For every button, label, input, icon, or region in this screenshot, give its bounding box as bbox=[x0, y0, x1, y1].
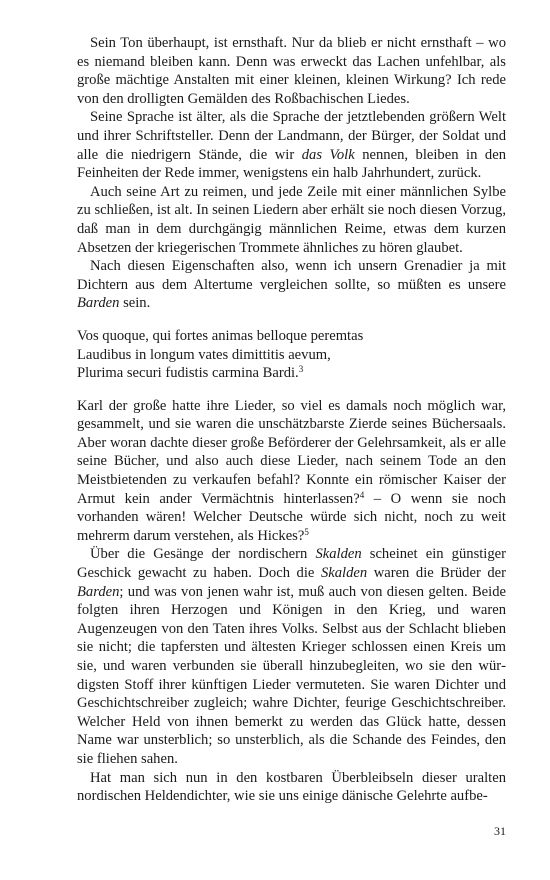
paragraph bbox=[77, 108, 506, 182]
body-text-before-verse bbox=[77, 34, 506, 313]
page-number: 31 bbox=[494, 824, 506, 838]
paragraph bbox=[77, 183, 506, 257]
paragraph bbox=[77, 397, 506, 546]
paragraph bbox=[77, 34, 506, 108]
italic-text: Skalden bbox=[320, 565, 368, 582]
verse-line bbox=[77, 364, 506, 383]
body-text-after-verse bbox=[77, 397, 506, 806]
text-run: Seine Sprache ist älter, als die Sprache der jetztlebenden größern Welt und ihrer Schriftsteller. Denn der Landmann, der Bürger, der Soldat und alle die niedrigern Stände, die wir bbox=[77, 109, 506, 163]
text-run: Nach diesen Eigenschaften also, wenn ich unsern Grenadier ja mit Dichtern aus dem Altertume vergleichen sollte, so müßten es unsere bbox=[77, 258, 506, 293]
text-run: waren die Brüder der bbox=[367, 565, 506, 582]
verse-line: Laudibus in longum vates dimittitis aevum, bbox=[77, 346, 331, 363]
verse-line-text: Plurima securi fudistis carmina Bardi. bbox=[77, 365, 299, 382]
text-run: Karl der große hatte ihre Lieder, so viel es damals noch möglich war, gesammelt, und sie waren die unschätzbarste Zierde seines Büchersaals. Aber woran dachte dieser große Beförderer der Gelehrsamkeit, als er alle seine Bücher, und also auch diese Lieder, nach seinem Tode an den Meistbietenden zu verkaufen befahl? Konnte ein römischer Kaiser der Armut kein ander Vermächtnis hinterlassen? bbox=[77, 397, 506, 507]
text-run: Hat man sich nun in den kostbaren Überbleibseln dieser uralten nordischen Heldendichter, wie sie uns einige dänische Gelehrte aufbe- bbox=[77, 769, 506, 805]
page-body bbox=[77, 34, 506, 806]
verse-quotation bbox=[77, 327, 506, 383]
italic-text: Skalden bbox=[315, 546, 362, 563]
text-run: Über die Gesänge der nordischern bbox=[90, 546, 316, 563]
text-run: nennen, bleiben in den Feinheiten der Rede immer, wenigstens ein halb Jahrhundert, zurück. bbox=[77, 146, 507, 182]
spacer bbox=[77, 313, 506, 327]
verse-line: Vos quoque, qui fortes animas belloque peremtas bbox=[77, 327, 364, 344]
spacer bbox=[77, 383, 506, 397]
text-run: – O wenn sie noch vorhanden wären! Welcher Deutsche würde sich nicht, noch zu weit mehrerm darum verstehen, als Hickes? bbox=[77, 490, 506, 544]
text-run: sein. bbox=[119, 295, 151, 312]
footnote-reference: 4 bbox=[359, 489, 365, 500]
text-run: ; und was von jenen wahr ist, muß auch von diesen gelten. Beide folgten ihren Herzogen und Königen in den Krieg, und waren Augenzeugen von den Taten ihres Volks. Selbst aus der Schlacht blieben sie nicht; die tapfersten und ältesten Krieger schlossen einen Kreis um sie, und waren verbunden sie überall hinzubegleiten, wo sie den würdigsten Stoff ihrer künftigen Lieder vermuteten. Sie waren Dichter und Geschichtschreiber zugleich; wahre Dichter, feurige Geschichtschreiber. Welcher Held von ihnen bemerkt zu werden das Glück hatte, dessen Name war unsterblich; so unsterblich, als die Schande des Feindes, den sie fliehen sahen. bbox=[77, 583, 506, 767]
paragraph bbox=[77, 257, 506, 313]
text-run: Auch seine Art zu reimen, und jede Zeile mit einer männlichen Sylbe zu schließen, ist alt. In seinen Liedern aber erhält sie noch diesen Vorzug, daß man in dem durchgängig männlichen Reime, etwas dem kurzen Absetzen der kriegerischen Trommete ähnliches zu hören glaubet. bbox=[77, 183, 506, 256]
italic-text: das Volk bbox=[301, 146, 355, 163]
text-run: Sein Ton überhaupt, ist ernsthaft. Nur da blieb er nicht ernsthaft – wo es niemand bleiben kann. Denn was erweckt das Lachen unfehlbar, als große mächtige Anstalten mit einer kleinen, kleinen Wirkung? Ich rede von den drolligten Gemälden des Roßbachischen Liedes. bbox=[77, 35, 506, 107]
text-run: scheinet ein günstiger Geschick gewacht zu haben. Doch die bbox=[77, 546, 506, 582]
italic-text: Barden bbox=[77, 583, 120, 600]
footnote-reference: 3 bbox=[298, 364, 304, 375]
paragraph bbox=[77, 545, 506, 768]
italic-text: Barden bbox=[77, 295, 120, 312]
paragraph bbox=[77, 769, 506, 806]
footnote-reference: 5 bbox=[304, 526, 309, 537]
